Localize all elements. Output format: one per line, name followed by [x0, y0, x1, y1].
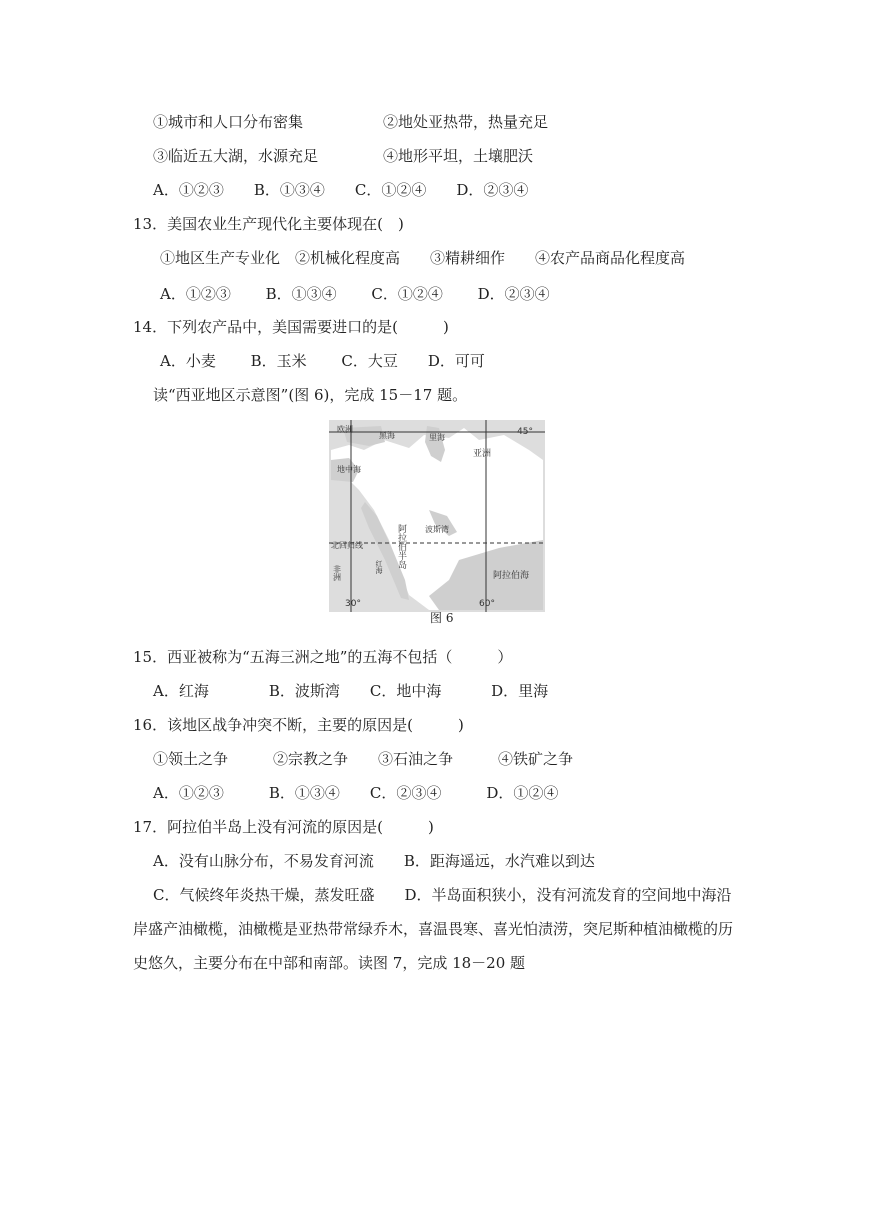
map-caption: 图 6	[430, 611, 454, 625]
q16-stem: 16．该地区战争冲突不断，主要的原因是( )	[133, 716, 464, 734]
q17-choices-cd: C．气候终年炎热干燥，蒸发旺盛 D．半岛面积狭小，没有河流发育的空间地中海沿	[153, 886, 732, 904]
label-lat-45: 45°	[517, 427, 533, 437]
q12-statement-4: ④地形平坦，土壤肥沃	[383, 147, 534, 165]
q12-statement-2: ②地处亚热带，热量充足	[383, 113, 549, 131]
passage-line-2: 史悠久，主要分布在中部和南部。读图 7，完成 18－20 题	[133, 954, 526, 972]
label-caspian-sea: 里海	[429, 433, 445, 442]
label-persian-gulf: 波斯湾	[425, 525, 449, 534]
label-lon-30: 30°	[345, 599, 361, 609]
label-asia: 亚洲	[473, 449, 492, 459]
label-europe: 欧洲	[337, 425, 353, 434]
q13-stem: 13．美国农业生产现代化主要体现在( )	[133, 215, 404, 233]
passage-line-1: 岸盛产油橄榄，油橄榄是亚热带常绿乔木，喜温畏寒、喜光怕渍涝，突尼斯种植油橄榄的历	[133, 920, 734, 938]
q15-stem: 15．西亚被称为“五海三洲之地”的五海不包括（ ）	[133, 648, 513, 666]
label-mediterranean: 地中海	[337, 465, 361, 474]
q12-choices: A．①②③ B．①③④ C．①②④ D．②③④	[153, 181, 529, 199]
label-tropic: 北回归线	[331, 541, 363, 550]
label-red-sea: 红海	[375, 560, 383, 574]
label-lon-60: 60°	[479, 599, 495, 609]
west-asia-map	[329, 420, 545, 612]
q14-choices: A．小麦 B．玉米 C．大豆 D．可可	[160, 352, 485, 370]
q16-statements: ①领土之争 ②宗教之争 ③石油之争 ④铁矿之争	[153, 750, 574, 768]
q16-choices: A．①②③ B．①③④ C．②③④ D．①②④	[153, 784, 559, 802]
label-black-sea: 黑海	[379, 431, 395, 440]
q14-stem: 14．下列农产品中，美国需要进口的是( )	[133, 318, 449, 336]
label-africa: 非洲	[332, 565, 342, 581]
q12-statement-3: ③临近五大湖，水源充足	[153, 147, 319, 165]
label-arabian-peninsula: 阿拉伯半岛	[396, 524, 406, 569]
q13-statements: ①地区生产专业化 ②机械化程度高 ③精耕细作 ④农产品商品化程度高	[160, 249, 686, 267]
q15-choices: A．红海 B．波斯湾 C．地中海 D．里海	[153, 682, 549, 700]
q17-stem: 17．阿拉伯半岛上没有河流的原因是( )	[133, 818, 434, 836]
map-intro: 读“西亚地区示意图”(图 6)，完成 15－17 题。	[153, 386, 468, 404]
q13-choices: A．①②③ B．①③④ C．①②④ D．②③④	[160, 285, 550, 303]
q12-statement-1: ①城市和人口分布密集	[153, 113, 304, 131]
q17-choices-ab: A．没有山脉分布，不易发育河流 B．距海遥远，水汽难以到达	[153, 852, 595, 870]
label-arabian-sea: 阿拉伯海	[493, 571, 530, 581]
